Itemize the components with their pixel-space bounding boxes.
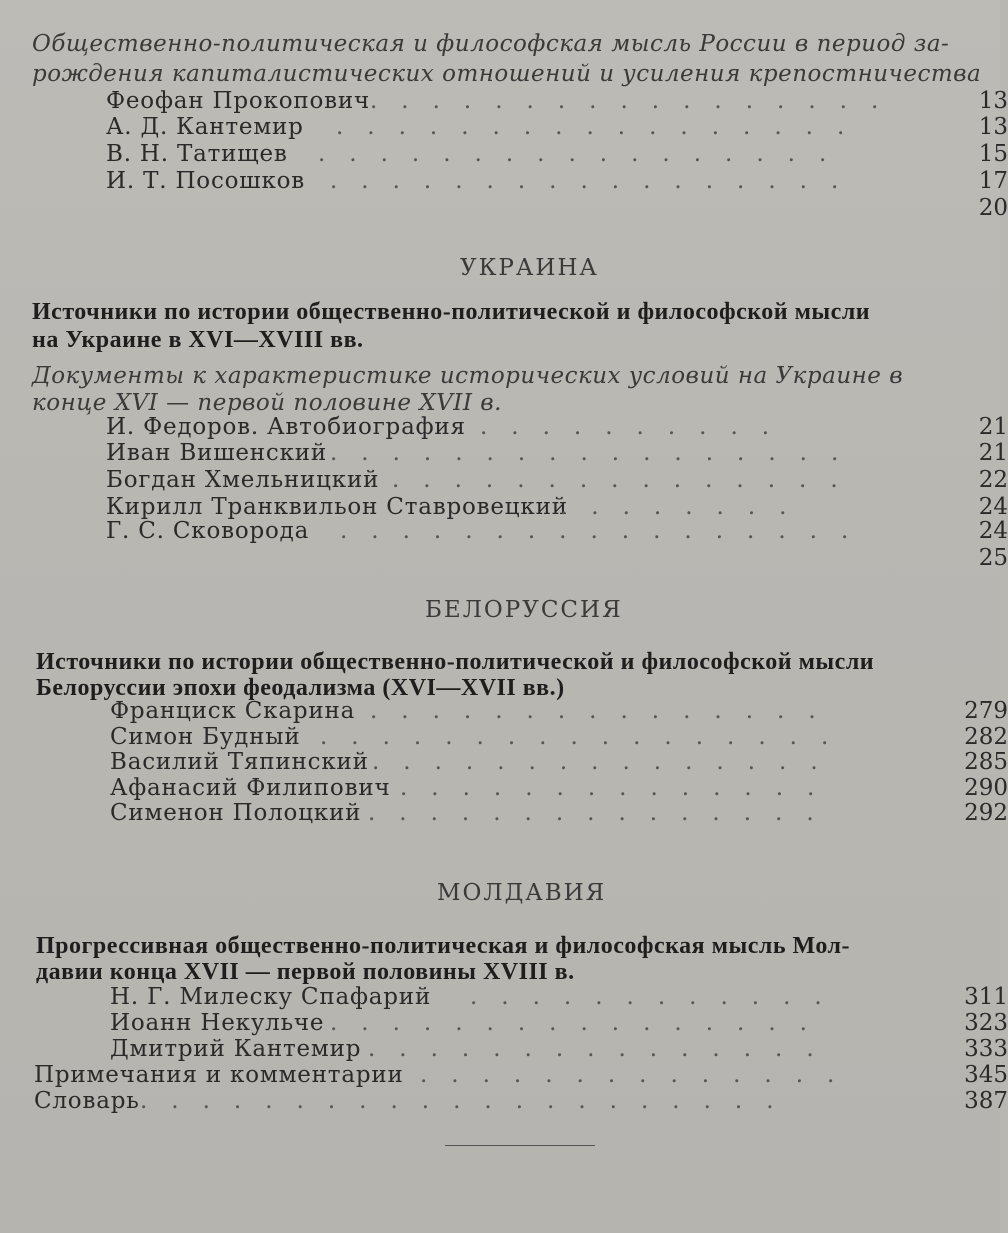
toc-entry[interactable] (0, 414, 1008, 442)
toc-entry-page: 21 (978, 414, 1008, 440)
belarus-sources-line-2: Белоруссии эпохи феодализма (XVI—XVII вв.) (36, 675, 565, 701)
toc-entry-page: 323 (964, 1010, 1008, 1036)
toc-entry-page: 290 (964, 775, 1008, 801)
leader-dots: .............. (400, 775, 839, 801)
toc-entry-label: Франциск Скарина (110, 698, 356, 724)
ukraine-sources-line-1: Источники по истории общественно-политической и философской мысли (32, 299, 871, 325)
toc-entry[interactable] (0, 88, 1008, 116)
belarus-sources-line-1: Источники по истории общественно-политической и философской мысли (36, 649, 875, 675)
section-heading-ukraine: УКРАИНА (460, 255, 599, 281)
toc-entry-page: 333 (964, 1036, 1008, 1062)
toc-entry-label: А. Д. Кантемир (106, 114, 304, 140)
toc-entry-page: 17 (978, 168, 1008, 194)
leader-dots: ............... (392, 467, 862, 493)
toc-entry[interactable] (0, 984, 1008, 1012)
ukraine-sources-line-2: на Украине в XVI—XVIII вв. (32, 327, 364, 353)
toc-entry-page: 13 (978, 114, 1008, 140)
toc-entry[interactable] (0, 440, 1008, 468)
toc-entry-label: Кирилл Транквильон Ставровецкий (106, 494, 568, 520)
toc-entry-label: И. Федоров. Автобиография (106, 414, 466, 440)
russia-intro-line-2: рождения капиталистических отношений и усиления крепостничества (32, 61, 982, 87)
toc-entry-page: 387 (964, 1088, 1008, 1114)
moldavia-progress-line-1: Прогрессивная общественно-политическая и философская мысль Мол- (36, 933, 850, 959)
toc-entry-label: Иоанн Некульче (110, 1010, 325, 1036)
toc-entry-page: 22 (978, 467, 1008, 493)
toc-entry-page: 21 (978, 440, 1008, 466)
leader-dots: ............... (372, 749, 842, 775)
toc-entry[interactable] (0, 195, 1008, 223)
toc-entry-page: 24 (978, 494, 1008, 520)
leader-dots: ........ (560, 494, 811, 520)
toc-entry[interactable] (0, 518, 1008, 546)
leader-dots: .............. (420, 1062, 859, 1088)
leader-dots: ............... (370, 698, 840, 724)
end-rule (445, 1145, 595, 1146)
ukraine-docs-line-1: Документы к характеристике исторических условий на Украине в (32, 363, 904, 389)
toc-entry[interactable] (0, 467, 1008, 495)
toc-entry-label: Примечания и комментарии (34, 1062, 404, 1088)
toc-entry-label: Симон Будный (110, 724, 301, 750)
toc-entry-label: Иван Вишенский (106, 440, 328, 466)
toc-entry-page: 345 (964, 1062, 1008, 1088)
toc-entry-label: Феофан Прокопович (106, 88, 371, 114)
section-heading-belarus: БЕЛОРУССИЯ (425, 597, 623, 623)
leader-dots: ................. (340, 518, 873, 544)
toc-entry-page: 13 (978, 88, 1008, 114)
toc-entry[interactable] (0, 545, 1008, 573)
leader-dots: ................ (330, 1010, 831, 1036)
toc-entry-page: 285 (964, 749, 1008, 775)
toc-entry-page: 15 (978, 141, 1008, 167)
toc-entry[interactable] (0, 141, 1008, 169)
toc-entry-page: 25 (978, 545, 1008, 571)
leader-dots: ................. (370, 88, 903, 114)
toc-entry-label: Дмитрий Кантемир (110, 1036, 362, 1062)
toc-entry[interactable] (0, 698, 1008, 726)
toc-entry-page: 311 (964, 984, 1008, 1010)
russia-intro-line-1: Общественно-политическая и философская мысль России в период за- (32, 31, 950, 57)
toc-entry[interactable] (0, 775, 1008, 803)
ukraine-docs-line-2: конце XVI — первой половине XVII в. (32, 390, 502, 416)
leader-dots: ............ (470, 984, 846, 1010)
toc-entry-page: 24 (978, 518, 1008, 544)
toc-entry-label: Василий Тяпинский (110, 749, 369, 775)
toc-entry[interactable] (0, 1010, 1008, 1038)
toc-entry-page: 292 (964, 800, 1008, 826)
toc-entry-label: Афанасий Филипович (110, 775, 391, 801)
moldavia-progress-line-2: давии конца XVII — первой половины XVIII в. (36, 959, 575, 985)
toc-entry[interactable] (0, 1036, 1008, 1064)
toc-entry-label: Словарь (34, 1088, 140, 1114)
toc-entry[interactable] (0, 114, 1008, 142)
leader-dots: ............... (368, 800, 838, 826)
toc-entry[interactable] (0, 749, 1008, 777)
section-heading-moldavia: МОЛДАВИЯ (437, 880, 607, 906)
leader-dots: ................. (318, 141, 851, 167)
leader-dots: ................. (330, 440, 863, 466)
leader-dots: ................. (330, 168, 863, 194)
toc-entry[interactable] (0, 724, 1008, 752)
leader-dots: ................. (320, 724, 853, 750)
toc-entry-label: В. Н. Татищев (106, 141, 288, 167)
toc-entry-label: И. Т. Посошков (106, 168, 306, 194)
toc-entry-label: Н. Г. Милеску Спафарий (110, 984, 432, 1010)
toc-entry[interactable] (0, 1088, 1008, 1116)
leader-dots: ................. (336, 114, 869, 140)
toc-entry-label: Богдан Хмельницкий (106, 467, 380, 493)
toc-entry[interactable] (0, 1062, 1008, 1090)
toc-entry[interactable] (0, 168, 1008, 196)
toc-entry-label: Сименон Полоцкий (110, 800, 362, 826)
toc-entry[interactable] (0, 800, 1008, 828)
toc-entry-page: 279 (964, 698, 1008, 724)
toc-entry-label: Г. С. Сковорода (106, 518, 310, 544)
leader-dots: .......... (480, 414, 794, 440)
leader-dots: ..................... (140, 1088, 798, 1114)
toc-entry-page: 282 (964, 724, 1008, 750)
leader-dots: ............... (368, 1036, 838, 1062)
toc-entry-page: 20 (978, 195, 1008, 221)
